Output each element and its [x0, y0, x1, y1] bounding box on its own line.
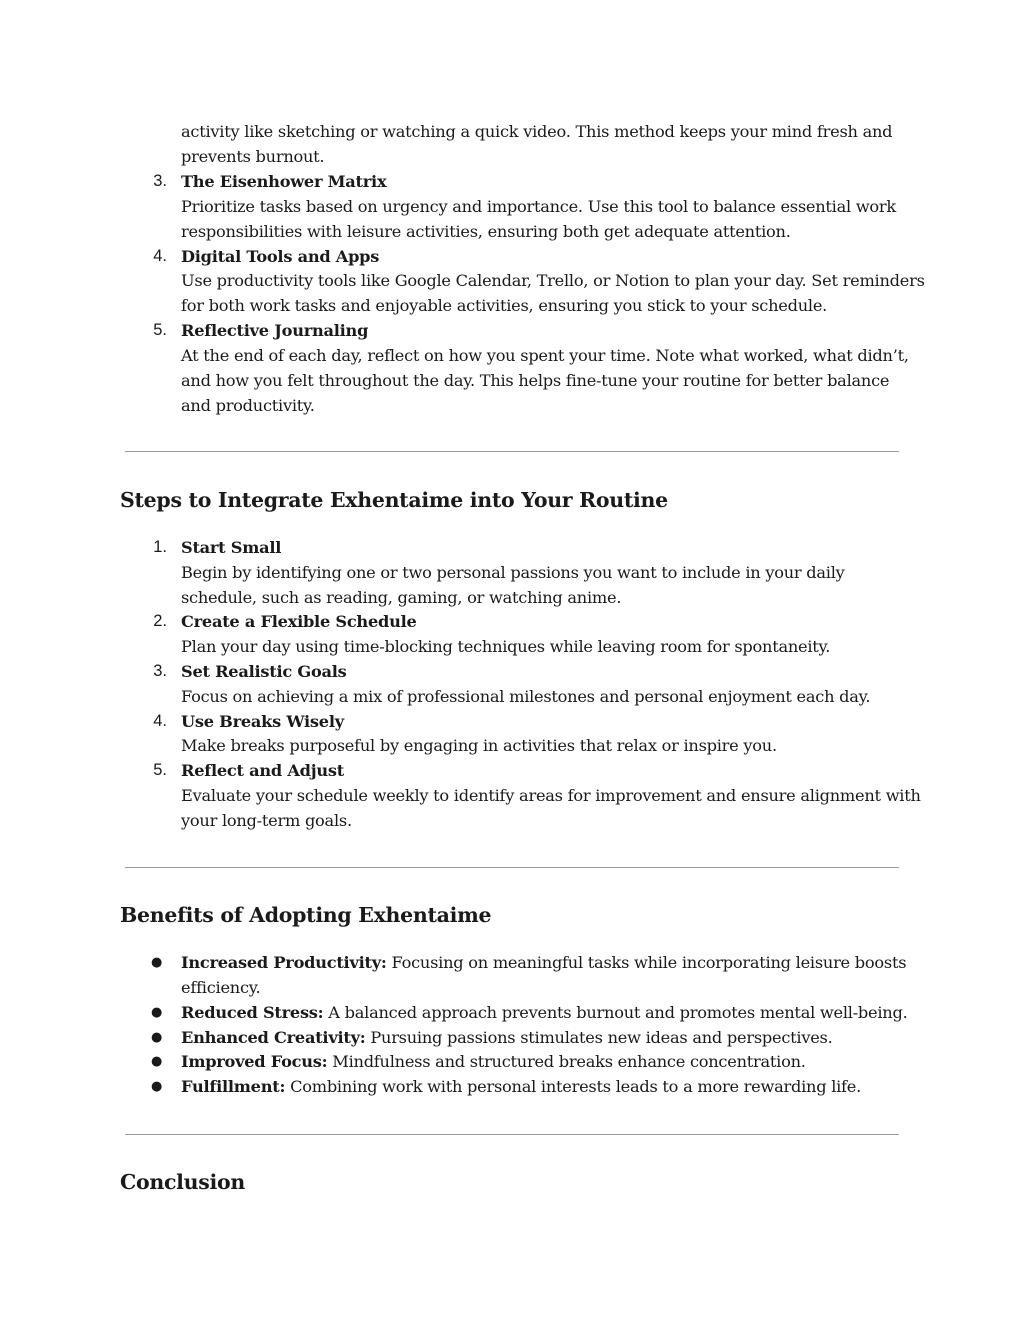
bullet-label: Improved Focus: [181, 1052, 328, 1071]
bullet-text: Combining work with personal interests leads to a more rewarding life. [285, 1077, 862, 1096]
list-item-title: Set Realistic Goals [181, 662, 347, 681]
section-heading-conclusion: Conclusion [120, 1170, 245, 1194]
list-item-title: Reflective Journaling [181, 321, 369, 340]
list-item-text: for both work tasks and enjoyable activities, ensuring you stick to your schedule. [181, 296, 828, 315]
list-item-title: Start Small [181, 538, 282, 557]
list-item-text: Evaluate your schedule weekly to identify areas for improvement and ensure alignment with [181, 786, 921, 805]
list-item-text: your long-term goals. [181, 811, 352, 830]
list-item-title: Use Breaks Wisely [181, 712, 344, 731]
list-item-text: schedule, such as reading, gaming, or watching anime. [181, 588, 622, 607]
section-divider [125, 867, 899, 868]
list-item-text: and productivity. [181, 396, 315, 415]
list-number: 1. [153, 538, 167, 556]
bullet-icon: ● [151, 1054, 163, 1069]
bullet-label: Fulfillment: [181, 1077, 286, 1096]
bullet-label: Reduced Stress: [181, 1003, 324, 1022]
list-item-text: Make breaks purposeful by engaging in activities that relax or inspire you. [181, 736, 777, 755]
bullet-item [181, 1049, 806, 1074]
section-heading-steps: Steps to Integrate Exhentaime into Your Routine [120, 488, 668, 512]
bullet-text: Mindfulness and structured breaks enhance concentration. [327, 1052, 806, 1071]
list-item-text: Begin by identifying one or two personal passions you want to include in your daily [181, 563, 845, 582]
bullet-label: Enhanced Creativity: [181, 1028, 366, 1047]
list-item-text: Prioritize tasks based on urgency and importance. Use this tool to balance essential work [181, 197, 896, 216]
bullet-text: Pursuing passions stimulates new ideas and perspectives. [365, 1028, 833, 1047]
bullet-item [181, 1074, 861, 1099]
continued-line-1: activity like sketching or watching a quick video. This method keeps your mind fresh and [181, 122, 893, 141]
bullet-item [181, 950, 906, 975]
list-number: 3. [153, 662, 167, 680]
list-item-title: The Eisenhower Matrix [181, 172, 387, 191]
bullet-item [181, 1025, 833, 1050]
list-number: 3. [153, 172, 167, 190]
bullet-label: Increased Productivity: [181, 953, 387, 972]
continued-line-2: prevents burnout. [181, 147, 325, 166]
bullet-text: A balanced approach prevents burnout and promotes mental well-being. [323, 1003, 908, 1022]
list-number: 5. [153, 321, 167, 339]
section-heading-benefits: Benefits of Adopting Exhentaime [120, 903, 492, 927]
list-number: 4. [153, 247, 167, 265]
bullet-continuation: efficiency. [181, 978, 261, 997]
section-divider [125, 451, 899, 452]
section-divider [125, 1134, 899, 1135]
bullet-item [181, 1000, 907, 1025]
list-item-text: Use productivity tools like Google Calendar, Trello, or Notion to plan your day. Set reminders [181, 271, 925, 290]
bullet-icon: ● [151, 955, 163, 970]
list-number: 4. [153, 712, 167, 730]
list-number: 2. [153, 612, 167, 630]
list-item-title: Create a Flexible Schedule [181, 612, 417, 631]
list-item-text: responsibilities with leisure activities, ensuring both get adequate attention. [181, 222, 791, 241]
list-item-title: Digital Tools and Apps [181, 247, 380, 266]
list-item-text: and how you felt throughout the day. This helps fine-tune your routine for better balance [181, 371, 890, 390]
list-number: 5. [153, 761, 167, 779]
list-item-text: At the end of each day, reflect on how you spent your time. Note what worked, what didn’t, [181, 346, 909, 365]
bullet-icon: ● [151, 1005, 163, 1020]
list-item-text: Plan your day using time-blocking techniques while leaving room for spontaneity. [181, 637, 831, 656]
bullet-text: Focusing on meaningful tasks while incorporating leisure boosts [386, 953, 907, 972]
bullet-icon: ● [151, 1079, 163, 1094]
list-item-title: Reflect and Adjust [181, 761, 344, 780]
bullet-icon: ● [151, 1030, 163, 1045]
list-item-text: Focus on achieving a mix of professional milestones and personal enjoyment each day. [181, 687, 871, 706]
